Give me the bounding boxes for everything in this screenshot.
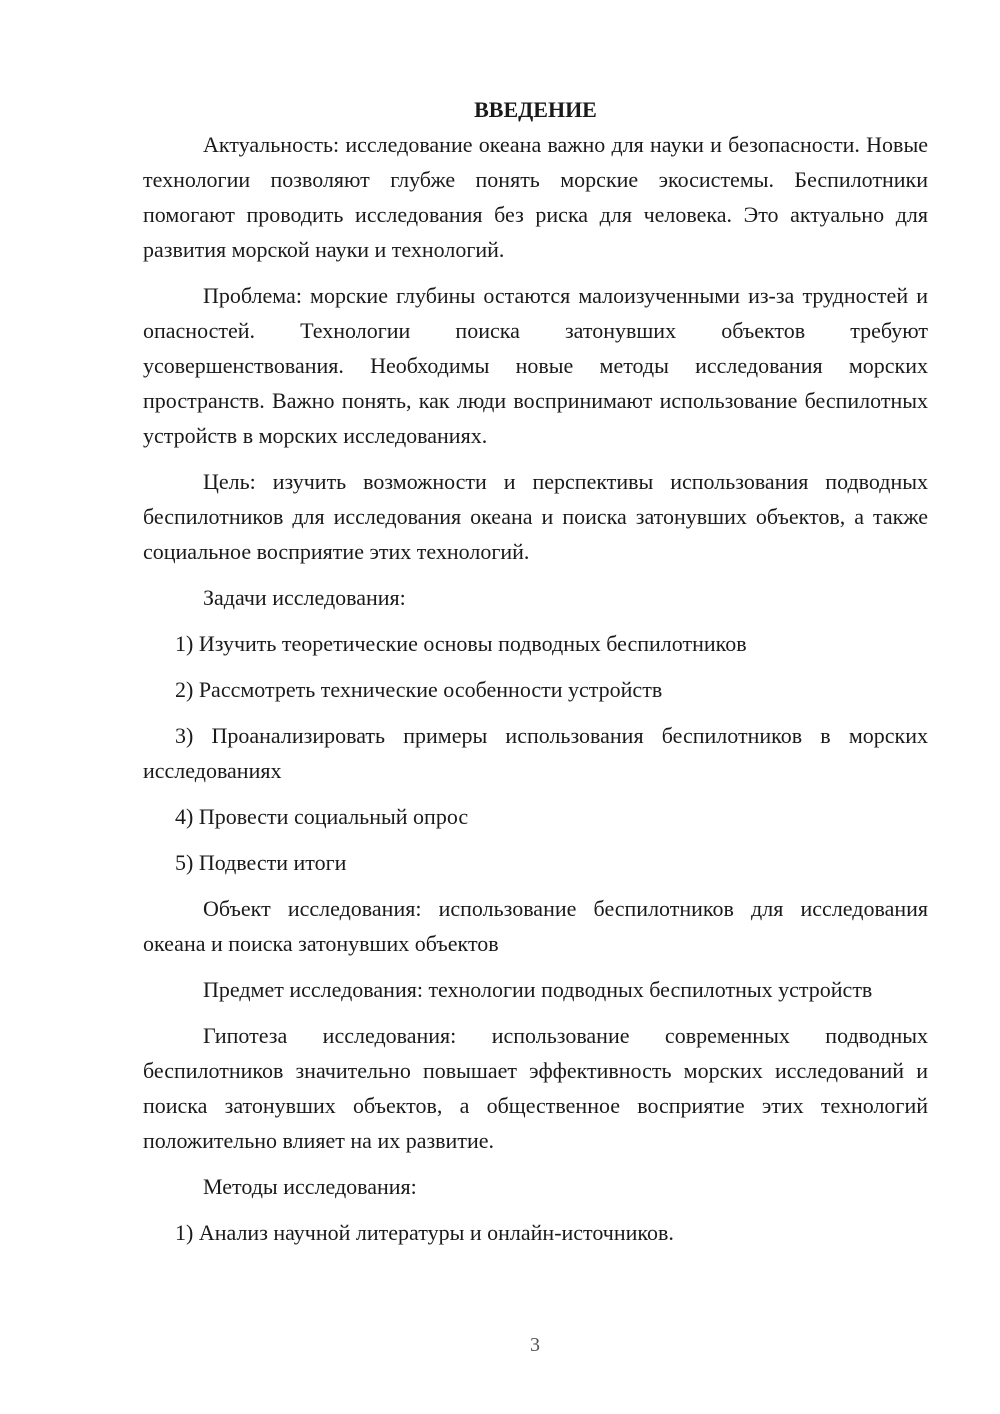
task-item: 3) Проанализировать примеры использования беспилотников в морских исследованиях: [143, 723, 928, 783]
subject-paragraph: Предмет исследования: технологии подводных беспилотных устройств: [203, 977, 873, 1002]
page-content: [143, 92, 928, 1261]
page-heading: ВВЕДЕНИЕ: [474, 97, 597, 122]
task-item: 5) Подвести итоги: [175, 850, 347, 875]
relevance-paragraph: Актуальность: исследование океана важно для науки и безопасности. Новые технологии позволяют глубже понять морские экосистемы. Беспилотники помогают проводить исследования без риска для человека. Это актуально для развития морской науки и технологий.: [143, 132, 928, 262]
method-item: 1) Анализ научной литературы и онлайн-источников.: [175, 1220, 674, 1245]
hypothesis-paragraph: Гипотеза исследования: использование современных подводных беспилотников значительно повышает эффективность морских исследований и поиска затонувших объектов, а общественное восприятие этих технологий положительно влияет на их развитие.: [143, 1023, 928, 1153]
problem-paragraph: Проблема: морские глубины остаются малоизученными из-за трудностей и опасностей. Технологии поиска затонувших объектов требуют усовершенствования. Необходимы новые методы исследования морских пространств. Важно понять, как люди воспринимают использование беспилотных устройств в морских исследованиях.: [143, 283, 928, 448]
goal-paragraph: Цель: изучить возможности и перспективы использования подводных беспилотников для исследования океана и поиска затонувших объектов, а также социальное восприятие этих технологий.: [143, 469, 928, 564]
tasks-title: Задачи исследования:: [203, 585, 406, 610]
task-item: 2) Рассмотреть технические особенности устройств: [175, 677, 663, 702]
page-number: 3: [530, 1334, 540, 1356]
object-paragraph: Объект исследования: использование беспилотников для исследования океана и поиска затонувших объектов: [143, 896, 928, 956]
task-item: 1) Изучить теоретические основы подводных беспилотников: [175, 631, 747, 656]
methods-title: Методы исследования:: [203, 1174, 417, 1199]
task-item: 4) Провести социальный опрос: [175, 804, 469, 829]
